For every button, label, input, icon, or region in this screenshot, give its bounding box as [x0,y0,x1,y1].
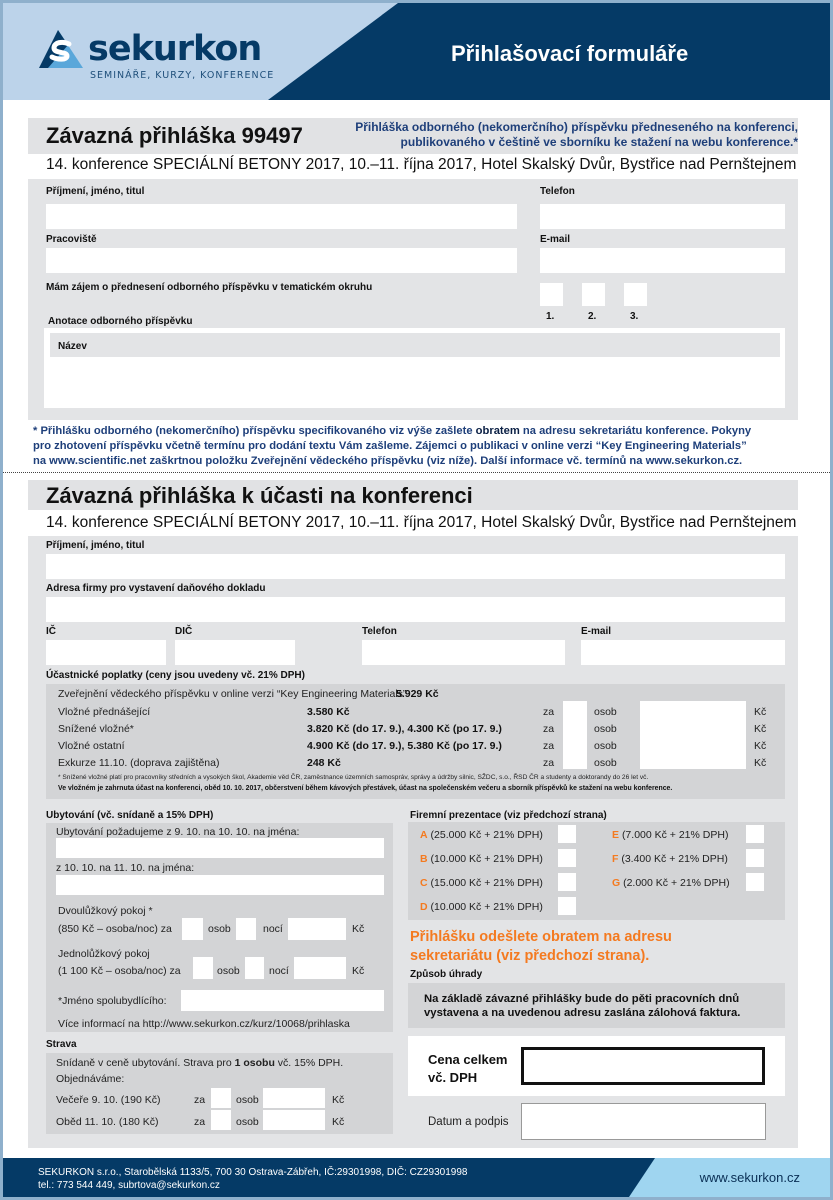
presentation-option [420,901,543,913]
fees-heading: Účastnické poplatky (ceny jsou uvedeny vč. 21% DPH) [46,670,305,681]
presentation-option-letter: C [420,877,428,889]
presentation-option-price: (10.000 Kč + 21% DPH) [430,901,543,913]
label-email: E-mail [540,234,571,245]
presentation-checkbox[interactable] [746,825,764,843]
label-annotation: Anotace odborného příspěvku [48,316,193,327]
total-label [428,1051,508,1087]
fee-row-label: Snížené vložné* [58,723,134,735]
night1-names-field[interactable] [56,838,384,858]
fee-row-persons-field[interactable] [563,701,587,718]
single-nights-unit: nocí [269,965,289,977]
presentation-heading: Firemní prezentace (viz předchozí strana) [410,810,607,821]
signature-label: Datum a podpis [428,1116,509,1128]
meal-row-label: Oběd 11. 10. (180 Kč) [56,1116,159,1128]
topic-option-1: 1. [546,311,555,322]
fee-row-label: Vložné ostatní [58,740,125,752]
meals-heading: Strava [46,1039,77,1050]
brand-name: sekurkon [88,29,262,69]
presentation-option-price: (7.000 Kč + 21% DPH) [621,829,729,841]
label-address: Adresa firmy pro vystavení daňového dokladu [46,583,266,594]
topic-checkbox-1[interactable] [540,283,563,306]
fee-row-osob: osob [594,757,617,769]
double-persons-field[interactable] [182,918,203,940]
fee-row-label: Vložné přednášející [58,706,151,718]
meal-row-label: Večeře 9. 10. (190 Kč) [56,1094,161,1106]
paper-form-title: Závazná přihláška 99497 [46,123,303,148]
double-nights-unit: nocí [263,923,283,935]
header-banner [3,3,830,100]
footer [3,1158,830,1197]
fee-row-currency: Kč [754,740,767,752]
meal-row-total-field[interactable] [263,1110,325,1130]
fee-row-price: 4.900 Kč (do 17. 9.), 5.380 Kč (po 17. 9.) [307,740,502,752]
sekurkon-logo-icon [38,29,84,69]
publication-price: 5.929 Kč [396,688,439,700]
presentation-option [612,877,730,889]
signature-field[interactable] [521,1103,766,1140]
publication-label: Zveřejnění vědeckého příspěvku v online verzi “Key Engineering Materials” [58,688,407,700]
fees-included: Ve vložném je zahrnuta účast na konferenci, oběd 10. 10. 2017, občerstvení během kávových přestávek, účast na společenském večeru a sborník příspěvků ke stažení na webu konference. [58,785,673,792]
fee-row-label: Exkurze 11.10. (doprava zajištěna) [58,757,220,769]
payment-line2: vystavena a na uvedenou adresu zaslána zálohová faktura. [424,1007,741,1019]
accommodation-heading: Ubytování (vč. snídaně a 15% DPH) [46,810,214,821]
topic-checkbox-3[interactable] [624,283,647,306]
attendance-form-title-bar [28,480,798,510]
fees-footnote: * Snížené vložné platí pro pracovníky středních a vysokých škol, Akademie věd ČR, zaměstnance územních samospráv, správy a údržby silnic, SŽDC, s.o., ŘSD ČR a studenty a doktorandy do 26 let vč. [58,774,649,781]
double-nights-field[interactable] [236,918,256,940]
attendance-form-title: Závazná přihláška k účasti na konferenci [46,483,473,508]
topic-option-2: 2. [588,311,597,322]
send-line2: sekretariátu (viz předchozí strana). [410,948,650,964]
label-topic: Mám zájem o přednesení odborného příspěvku v tematickém okruhu [46,282,373,293]
paper-form-note [33,424,803,469]
meal-row-currency: Kč [332,1116,345,1128]
topic-option-3: 3. [630,311,639,322]
presentation-option [420,877,543,889]
meals-line1 [56,1057,343,1069]
presentation-option [420,853,543,865]
dic-field[interactable] [175,640,295,665]
payment-line1: Na základě závazné přihlášky bude do pěti pracovních dnů [424,993,740,1005]
address-field[interactable] [46,597,785,622]
note-line3: na www.scientific.net zaškrtnou položku Zveřejnění vědeckého příspěvku (viz níže). Další informace vč. termínů na www.sekurkon.cz. [33,455,743,467]
label-phone: Telefon [540,186,575,197]
label-ic: IČ [46,626,56,637]
fee-row-persons-field[interactable] [563,735,587,752]
fee-row-price: 248 Kč [307,757,341,769]
attendee-name-field[interactable] [46,554,785,579]
presentation-option-price: (25.000 Kč + 21% DPH) [430,829,543,841]
fee-row-price: 3.580 Kč [307,706,350,718]
fee-row-osob: osob [594,706,617,718]
fee-row-za: za [543,740,555,752]
presentation-option-letter: A [420,829,428,841]
more-info: Více informací na http://www.sekurkon.cz/kurz/10068/prihlaska [58,1018,350,1030]
presentation-checkbox[interactable] [558,849,576,867]
double-room-price: (850 Kč – osoba/noc) za [58,923,172,935]
send-instruction [410,928,672,966]
total-price-field[interactable] [521,1047,765,1085]
phone-field[interactable] [540,204,785,229]
fee-row-za: za [543,706,555,718]
presentation-option [612,829,728,841]
presentation-option-price: (3.400 Kč + 21% DPH) [621,853,728,865]
fee-row-total-field[interactable] [640,735,746,752]
presentation-checkbox[interactable] [558,897,576,915]
label-attendee-phone: Telefon [362,626,397,637]
name-field[interactable] [46,204,517,229]
meal-row-total-field[interactable] [263,1088,325,1108]
night2-label: z 10. 10. na 11. 10. na jména: [56,862,195,874]
night2-names-field[interactable] [56,875,384,895]
roommate-label: *Jméno spolubydlícího: [58,995,167,1007]
presentation-option-letter: B [420,853,428,865]
total-label-line2: vč. DPH [428,1070,478,1085]
paper-form-title-bar [28,118,798,154]
meal-row-currency: Kč [332,1094,345,1106]
presentation-option-letter: F [612,853,619,865]
topic-checkbox-2[interactable] [582,283,605,306]
double-persons-unit: osob [208,923,231,935]
night1-label: Ubytování požadujeme z 9. 10. na 10. 10. na jména: [56,826,300,838]
payment-text [424,992,740,1020]
meal-row-persons-field[interactable] [211,1088,231,1108]
fee-row-osob: osob [594,740,617,752]
label-attendee-name: Příjmení, jméno, titul [46,540,145,551]
note-line2: pro zhotovení příspěvku včetně termínu pro dodání textu Vám zašleme. Zájemci o publikaci v online verzi “Key Engineering Materials” [33,440,747,452]
brand-tagline: SEMINÁŘE, KURZY, KONFERENCE [90,70,275,81]
attendee-email-field[interactable] [581,640,785,665]
cut-line-divider [3,472,830,473]
double-total-field[interactable] [288,918,346,940]
footer-address [38,1166,468,1192]
fee-row-total-field[interactable] [640,701,746,718]
label-dic: DIČ [175,626,193,637]
footer-address-line1: SEKURKON s.r.o., Starobělská 1133/5, 700 30 Ostrava-Zábřeh, IČ:29301998, DIČ: CZ29301998 [38,1167,468,1178]
page-title: Přihlašovací formuláře [451,41,689,66]
presentation-option [612,853,728,865]
meal-row-za: za [194,1094,206,1106]
fee-row-currency: Kč [754,757,767,769]
presentation-option-price: (2.000 Kč + 21% DPH) [623,877,730,889]
label-attendee-email: E-mail [581,626,612,637]
presentation-option-price: (10.000 Kč + 21% DPH) [430,853,543,865]
meal-row-za: za [194,1116,206,1128]
double-room-label: Dvoulůžkový pokoj * [58,905,153,917]
double-currency: Kč [352,923,365,935]
fee-row-persons-field[interactable] [563,718,587,735]
send-line1: Přihlášku odešlete obratem na adresu [410,929,672,945]
meal-row-osob: osob [236,1116,259,1128]
meals-line2: Objednáváme: [56,1073,125,1085]
fee-row-total-field[interactable] [640,752,746,769]
attendance-form-conference: 14. konference SPECIÁLNÍ BETONY 2017, 10.–11. října 2017, Hotel Skalský Dvůr, Bystřice nad Pernštejnem [46,514,797,531]
meal-row-osob: osob [236,1094,259,1106]
meals-line1-text: Snídaně v ceně ubytování. Strava pro [56,1057,235,1069]
title-field-header [50,333,780,357]
presentation-checkbox[interactable] [558,825,576,843]
note-text-cont: na adresu sekretariátu konference. Pokyny [519,425,752,437]
attendee-phone-field[interactable] [362,640,565,665]
presentation-checkbox[interactable] [746,849,764,867]
email-field[interactable] [540,248,785,273]
presentation-option-letter: E [612,829,620,841]
presentation-option-letter: G [612,877,621,889]
meals-line1-bold: 1 osobu [234,1057,275,1069]
payment-heading: Způsob úhrady [410,969,483,980]
meal-row-persons-field[interactable] [211,1110,231,1130]
roommate-field[interactable] [181,990,384,1011]
fee-row-currency: Kč [754,706,767,718]
presentation-option-letter: D [420,901,428,913]
single-total-field[interactable] [294,957,346,979]
fee-row-osob: osob [594,723,617,735]
single-room-label: Jednolůžkový pokoj [58,948,150,960]
single-persons-field[interactable] [193,957,213,979]
presentation-checkbox[interactable] [558,873,576,891]
single-nights-field[interactable] [245,957,264,979]
fee-row-price: 3.820 Kč (do 17. 9.), 4.300 Kč (po 17. 9.) [307,723,502,735]
label-name: Příjmení, jméno, titul [46,186,145,197]
footer-contact-line: tel.: 773 544 449, subrtova@sekurkon.cz [38,1180,220,1191]
presentation-option-price: (15.000 Kč + 21% DPH) [430,877,543,889]
presentation-option [420,829,543,841]
footer-website-link[interactable]: www.sekurkon.cz [699,1170,800,1185]
presentation-checkbox[interactable] [746,873,764,891]
fee-row-za: za [543,757,555,769]
label-workplace: Pracoviště [46,234,97,245]
ic-field[interactable] [46,640,166,665]
fee-row-currency: Kč [754,723,767,735]
paper-form-subtitle-line2: publikovaného v češtině ve sborníku ke stažení na webu konference.* [400,135,798,149]
fee-row-total-field[interactable] [640,718,746,735]
paper-form-subtitle [318,120,798,150]
single-persons-unit: osob [217,965,240,977]
total-label-line1: Cena celkem [428,1052,508,1067]
single-room-price: (1 100 Kč – osoba/noc) za [58,965,181,977]
note-text: * Přihlášku odborného (nekomerčního) příspěvku specifikovaného viz výše zašlete [33,425,476,437]
label-title: Název [58,341,87,352]
paper-form-subtitle-line1: Přihláška odborného (nekomerčního) příspěvku předneseného na konferenci, [355,120,798,134]
workplace-field[interactable] [46,248,517,273]
paper-form-conference: 14. konference SPECIÁLNÍ BETONY 2017, 10.–11. října 2017, Hotel Skalský Dvůr, Bystřice nad Pernštejnem [46,156,797,173]
fee-row-persons-field[interactable] [563,752,587,769]
note-bold: obratem [475,425,520,437]
fee-row-za: za [543,723,555,735]
meals-line1-text-cont: vč. 15% DPH. [274,1057,344,1069]
single-currency: Kč [352,965,365,977]
logo [38,29,261,69]
